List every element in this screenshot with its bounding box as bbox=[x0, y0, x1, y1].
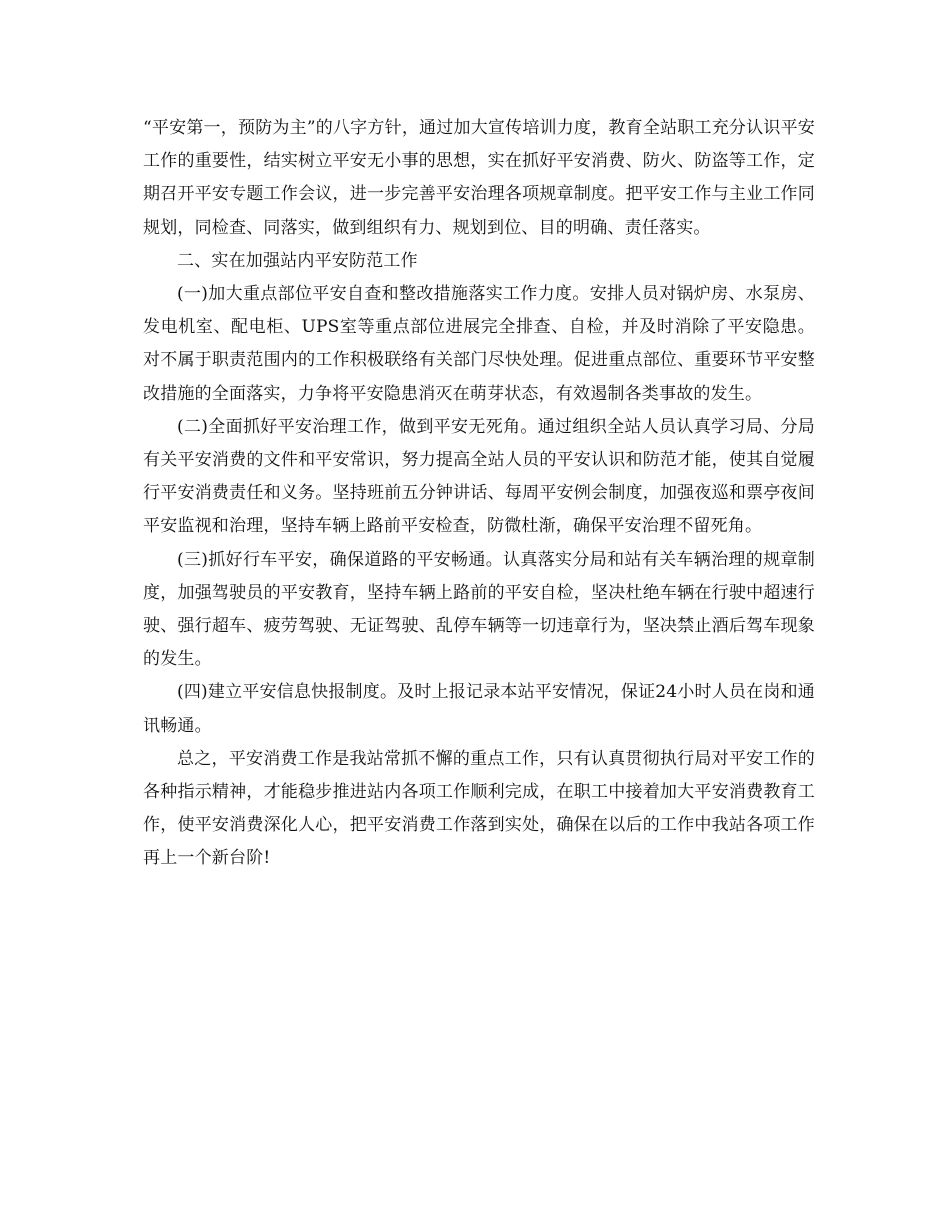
paragraph-policy: “平安第一，预防为主”的八字方针，通过加大宣传培训力度，教育全站职工充分认识平安工作的重要性，结实树立平安无小事的思想，实在抓好平安消费、防火、防盗等工作，定期召开平安专题工作会议，进一步完善平安治理各项规章制度。把平安工作与主业工作同规划，同检查、同落实，做到组织有力、规划到位、目的明确、责任落实。 bbox=[143, 118, 815, 238]
paragraph-item-4: (四)建立平安信息快报制度。及时上报记录本站平安情况，保证24小时人员在岗和通讯畅通。 bbox=[143, 682, 815, 736]
section-heading-2: 二、实在加强站内平安防范工作 bbox=[177, 250, 418, 271]
document-body bbox=[143, 112, 815, 876]
paragraph-item-2: (二)全面抓好平安治理工作，做到平安无死角。通过组织全站人员认真学习局、分局有关平安消费的文件和平安常识，努力提高全站人员的平安认识和防范才能，使其自觉履行平安消费责任和义务。坚持班前五分钟讲话、每周平安例会制度，加强夜巡和票亭夜间平安监视和治理，坚持车辆上路前平安检查，防微杜渐，确保平安治理不留死角。 bbox=[143, 416, 815, 537]
paragraph-conclusion: 总之，平安消费工作是我站常抓不懈的重点工作，只有认真贯彻执行局对平安工作的各种指示精神，才能稳步推进站内各项工作顺利完成，在职工中接着加大平安消费教育工作，使平安消费深化人心，把平安消费工作落到实处，确保在以后的工作中我站各项工作再上一个新台阶! bbox=[143, 748, 815, 869]
paragraph-item-3: (三)抓好行车平安，确保道路的平安畅通。认真落实分局和站有关车辆治理的规章制度，加强驾驶员的平安教育，坚持车辆上路前的平安自检，坚决杜绝车辆在行驶中超速行驶、强行超车、疲劳驾驶、无证驾驶、乱停车辆等一切违章行为，坚决禁止酒后驾车现象的发生。 bbox=[143, 549, 815, 670]
paragraph-item-1: (一)加大重点部位平安自查和整改措施落实工作力度。安排人员对锅炉房、水泵房、发电机室、配电柜、UPS室等重点部位进展完全排查、自检，并及时消除了平安隐患。对不属于职责范围内的工作积极联络有关部门尽快处理。促进重点部位、重要环节平安整改措施的全面落实，力争将平安隐患消灭在萌芽状态，有效遏制各类事故的发生。 bbox=[143, 284, 815, 404]
